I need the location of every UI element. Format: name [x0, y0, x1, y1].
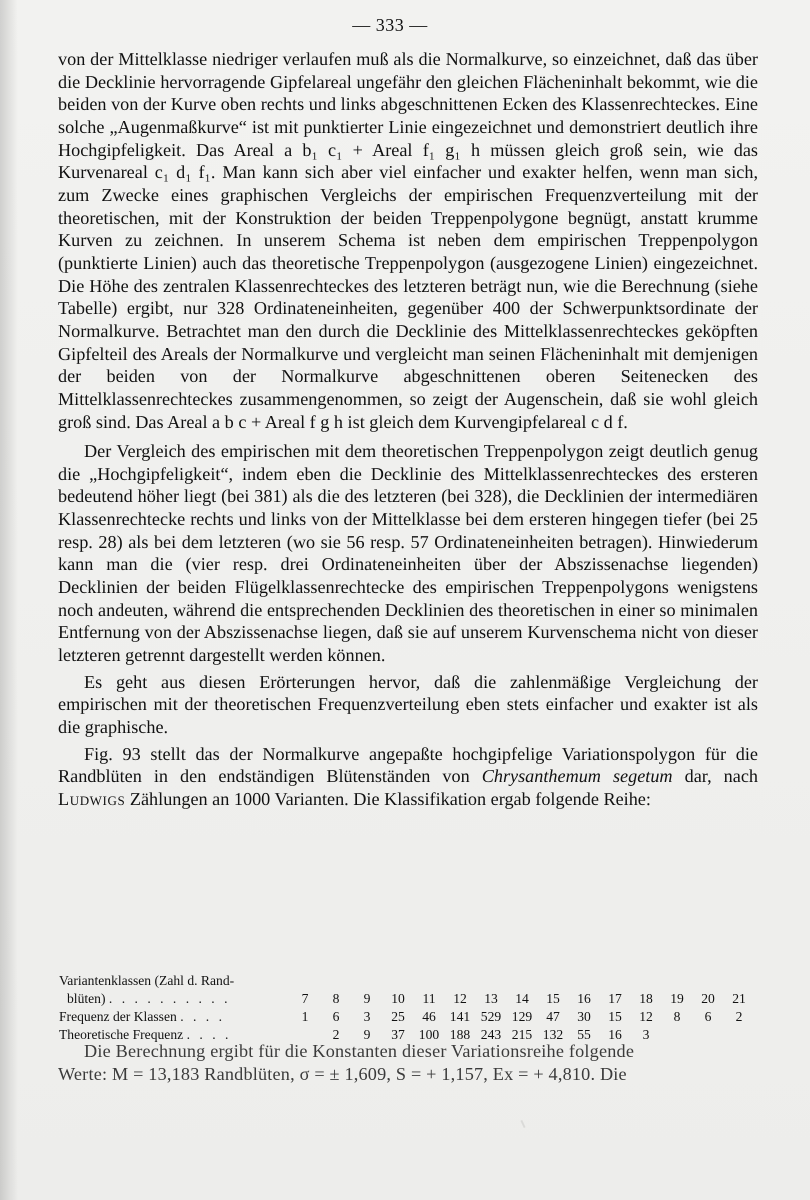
- closing-text: [58, 1040, 758, 1085]
- theoretical-cell: 188: [449, 1027, 471, 1042]
- theoretical-cell: 37: [391, 1027, 405, 1042]
- class-cell: 15: [546, 991, 560, 1006]
- page-number: — 333 —: [352, 15, 428, 35]
- frequency-cell: 129: [511, 1009, 533, 1024]
- class-cell: 16: [577, 991, 591, 1006]
- classes-values: [290, 990, 758, 1008]
- class-cell: 21: [732, 991, 746, 1006]
- frequency-cell: 1: [301, 1009, 309, 1024]
- frequency-cell: 2: [735, 1009, 743, 1024]
- theoretical-cell: 3: [642, 1027, 650, 1042]
- frequency-dot-leader: . . . .: [180, 1009, 225, 1024]
- table-row-classes: [59, 972, 759, 1008]
- class-cell: 9: [363, 991, 371, 1006]
- theoretical-cell: 16: [608, 1027, 622, 1042]
- frequency-cell: 46: [422, 1009, 436, 1024]
- frequency-table: [59, 972, 759, 1044]
- theoretical-cell: 215: [511, 1027, 533, 1042]
- scan-mark: [520, 1120, 525, 1128]
- theoretical-dot-leader: . . . .: [186, 1027, 232, 1042]
- class-cell: 19: [670, 991, 684, 1006]
- class-cell: 20: [701, 991, 715, 1006]
- closing-line-2: Werte: M = 13,183 Randblüten, σ = ± 1,609, S = + 1,157, Ex = + 4,810. Die: [58, 1063, 627, 1084]
- class-cell: 11: [422, 991, 436, 1006]
- theoretical-cell: 100: [418, 1027, 440, 1042]
- frequency-cell: 8: [673, 1009, 681, 1024]
- paragraph-3: Es geht aus diesen Erörterungen hervor, daß die zahlenmäßige Vergleichung der empirischen mit der theoretischen Frequenzverteilung eben stets einfacher und exakter ist als die graphische.: [58, 671, 758, 738]
- theoretical-cell: 243: [480, 1027, 502, 1042]
- frequency-values: [290, 1008, 758, 1026]
- frequency-label: Frequenz der Klassen: [59, 1009, 177, 1024]
- theoretical-cell: 9: [363, 1027, 371, 1042]
- frequency-cell: 141: [449, 1009, 471, 1024]
- class-cell: 14: [515, 991, 529, 1006]
- table-row-label-classes: [59, 972, 299, 1008]
- table-row-label-frequency: [59, 1008, 299, 1026]
- frequency-cell: 47: [546, 1009, 560, 1024]
- paragraph-4-end: Zählungen an 1000 Varianten. Die Klassifikation ergab folgende Reihe:: [125, 789, 651, 809]
- paragraph-4-intro: Fig. 93 stellt das der Normalkurve angepaßte hochgipfelige Variationspolygon für die Randblüten in den endständigen Blütenständen von: [58, 743, 758, 787]
- theoretical-cell: 2: [332, 1027, 340, 1042]
- class-cell: 7: [301, 991, 309, 1006]
- species-name: Chrysanthemum segetum: [481, 766, 673, 787]
- theoretical-label: Theoretische Frequenz: [59, 1027, 184, 1042]
- classes-label-text: blüten): [67, 991, 106, 1006]
- class-cell: 13: [484, 991, 498, 1006]
- theoretical-cell: 55: [577, 1027, 591, 1042]
- class-cell: 10: [391, 991, 405, 1006]
- frequency-cell: 30: [577, 1009, 591, 1024]
- frequency-cell: 25: [391, 1009, 405, 1024]
- author-name: Ludwigs: [58, 789, 126, 809]
- class-cell: 12: [453, 991, 467, 1006]
- classes-label-line1: Variantenklassen (Zahl d. Rand-: [59, 973, 235, 988]
- paragraph-4: [58, 743, 758, 811]
- paragraph-1: von der Mittelklasse niedriger verlaufen muß als die Normalkurve, so einzeichnet, daß das über die Decklinie hervorragende Gipfelareal ungefähr den gleichen Flächeninhalt bekommt, wie die beiden von der Kurve oben rechts und links abgeschnittenen Ecken des Klassenrechteckes. Eine solche „Augenmaßkurve“ ist mit punktierter Linie eingezeichnet und demonstriert deutlich ihre Hochgipfeligkeit. Das Areal a b₁ c₁ + Areal f₁ g₁ h müssen gleich groß sein, wie das Kurvenareal c₁ d₁ f₁. Man kann sich aber viel einfacher und exakter helfen, wenn man sich, zum Zwecke eines graphischen Vergleichs der empirischen Frequenzverteilung mit der theoretischen, mit der Konstruktion der beiden Treppenpolygone begnügt, anstatt krumme Kurven zu zeichnen. In unserem Schema ist neben dem empirischen Treppenpolygon (punktierte Linien) auch das theoretische Treppenpolygon (ausgezogene Linien) eingezeichnet. Die Höhe des zentralen Klassenrechteckes des letzteren beträgt nun, wie die Berechnung (siehe Tabelle) ergibt, nur 328 Ordinateneinheiten, gegenüber 400 der Schwerpunktsordinate der Normalkurve. Betrachtet man den durch die Decklinie des Mittelklassenrechteckes geköpften Gipfelteil des Areals der Normalkurve und vergleicht man seinen Flächeninhalt mit demjenigen der beiden von der Normalkurve abgeschnittenen oberen Seitenecken des Mittelklassenrechteckes zusammengenommen, so zeigt der Augenschein, daß sie wohl gleich groß sind. Das Areal a b c + Areal f g h ist gleich dem Kurvengipfelareal c d f.: [58, 49, 758, 432]
- class-cell: 18: [639, 991, 653, 1006]
- closing-line-1: Die Berechnung ergibt für die Konstanten dieser Variationsreihe folgende: [84, 1041, 635, 1061]
- classes-dot-leader: . . . . . . . . . .: [108, 991, 231, 1006]
- class-cell: 8: [332, 991, 340, 1006]
- frequency-cell: 6: [332, 1009, 340, 1024]
- frequency-cell: 12: [639, 1009, 653, 1024]
- class-cell: 17: [608, 991, 622, 1006]
- classes-label-line2: [59, 990, 299, 1008]
- theoretical-cell: 132: [542, 1027, 564, 1042]
- paragraph-2: Der Vergleich des empirischen mit dem theoretischen Treppenpolygon zeigt deutlich genug die „Hochgipfeligkeit“, indem eben die Decklinie des Mittelklassenrechteckes des ersteren bedeutend höher liegt (bei 381) als die des letzteren (bei 328), die Decklinien der intermediären Klassenrechtecke rechts und links von der Mittelklasse bei dem ersteren hingegen tiefer (bei 25 resp. 28) als bei dem letzteren (wo sie 56 resp. 57 Ordinateneinheiten betragen). Hinwiederum kann man die (vier resp. drei Ordinateneinheiten über der Abszissenachse liegenden) Decklinien der beiden Flügelklassenrechtecke des empirischen Treppenpolygons wenigstens noch andeuten, während die entsprechenden Decklinien des theoretischen in einer so minimalen Entfernung von der Abszissenachse liegen, daß sie auf unserem Kurvenschema nicht von dieser letzteren getrennt dargestellt werden können.: [58, 441, 758, 666]
- paragraph-4-middle: dar, nach: [672, 766, 759, 787]
- table-row-frequency: [59, 1008, 759, 1026]
- main-text: [58, 48, 758, 811]
- frequency-cell: 15: [608, 1009, 622, 1024]
- frequency-cell: 3: [363, 1009, 371, 1024]
- frequency-cell: 529: [480, 1009, 502, 1024]
- frequency-cell: 6: [704, 1009, 712, 1024]
